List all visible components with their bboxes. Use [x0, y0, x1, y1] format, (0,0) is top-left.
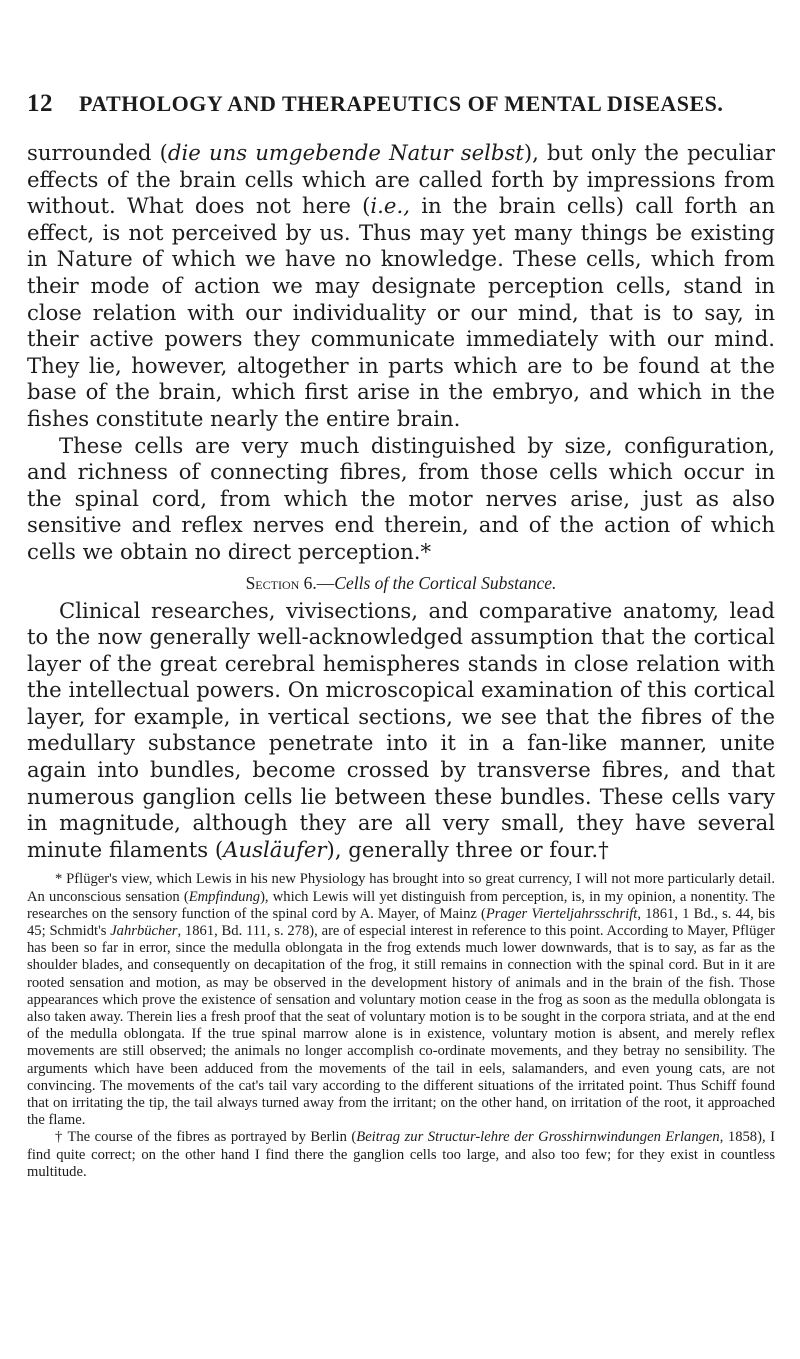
section-title: Cells of the Cortical Substance. — [334, 572, 557, 593]
body-text — [27, 140, 775, 1181]
fn2-text-b: , 1858), I find quite correct; on the other hand I find there the ganglion cells too large, and also too few; for they exist in countless multitude. — [27, 1129, 775, 1180]
p1-text-b: ), but only the peculiar effects of the brain cells which are called forth by impressions from without. What does not here ( — [27, 140, 775, 219]
fn1-text-d: , 1861, Bd. 111, s. 278), are of especial interest in reference to this point. According to Mayer, Pflüger has been so far in error, since the medulla oblongata in the frog extends much lower downwards, that is to say, as far as the shoulder blades, and consequently on decapitation of the frog, it still remains in connection with the spinal cord. But in it are rooted sensation and motion, as may be observed in the development history of animals and in the brain of the fish. Those appearances which prove the existence of sensation and voluntary motion cease in the frog as soon as the medulla oblongata is also taken away. Therein lies a fresh proof that the seat of voluntary motion is to be sought in the corpora striata, and at the end of the medulla oblongata. If the true spinal marrow alone is in existence, voluntary motion is absent, and merely reflex movements are still observed; the animals no longer accomplish co-ordinate movements, and they betray no sensibility. The arguments which have been adduced from the movements of the tail in eels, salamanders, and even young cats, are not convincing. The movements of the cat's tail vary according to the different situations of the irritated point. Thus Schiff found that on irritating the tip, the tail always turned away from the irritant; on the other hand, on irritation of the root, it approached the flame. — [27, 923, 775, 1129]
p1-text-a: surrounded ( — [27, 140, 168, 165]
fn1-text-b: ), which Lewis will yet distinguish from perception, is, in my opinion, a nonentity. The researches on the sensory function of the spinal cord by A. Mayer, of Mainz ( — [27, 888, 775, 922]
fn1-italic-2: Prager Vierteljahrsschrift — [485, 905, 638, 922]
fn2-italic-1: Beitrag zur Structur-lehre der Grosshirnwindungen Erlangen — [356, 1129, 720, 1146]
p3-text-b: ), generally three or four.† — [326, 836, 609, 862]
section-label: Section 6. — [245, 572, 317, 593]
fn1-italic-3: Jahrbücher — [110, 923, 178, 940]
p1-italic-ie: i.e., — [370, 193, 410, 219]
footnote-2 — [27, 1129, 775, 1181]
fn1-text-c: , 1861, 1 Bd., s. 44, bis 45; Schmidt's — [27, 905, 776, 940]
page-title: PATHOLOGY AND THERAPEUTICS OF MENTAL DISEASES. — [79, 91, 724, 116]
paragraph-1 — [27, 140, 775, 433]
fn2-text-a: † The course of the fibres as portrayed by Berlin ( — [55, 1129, 357, 1146]
paragraph-3 — [27, 598, 775, 864]
p1-italic-german: die uns umgebende Natur selbst — [167, 140, 524, 165]
page-number: 12 — [27, 90, 53, 117]
footnotes — [27, 871, 775, 1181]
running-head — [27, 90, 747, 118]
fn1-text-a: * Pflüger's view, which Lewis in his new Physiology has brought into so great currency, I will not more particularly detail. An unconscious sensation ( — [27, 871, 775, 905]
section-dash: — — [316, 572, 335, 593]
p3-text-a: Clinical researches, vivisections, and comparative anatomy, lead to the now generally well-acknowledged assumption that the cortical layer of the great cerebral hemispheres stands in close relation with the intellectual powers. On microscopical examination of this cortical layer, for example, in vertical sections, we see that the fibres of the medullary substance penetrate into it in a fan-like manner, unite again into bundles, become crossed by transverse fibres, and that numerous ganglion cells lie between these bundles. These cells vary in magnitude, although they are all very small, they have several minute filaments ( — [27, 597, 775, 862]
fn1-italic-1: Empfindung — [188, 888, 261, 905]
p3-italic-auslaufer: Ausläufer — [223, 836, 327, 862]
section-heading — [27, 570, 775, 596]
paragraph-2: These cells are very much distinguished by size, configuration, and richness of connecting fibres, from those cells which occur in the spinal cord, from which the motor nerves arise, just as also sensitive and reflex nerves end therein, and of the action of which cells we obtain no direct perception.* — [27, 432, 775, 564]
footnote-1 — [27, 871, 775, 1129]
p1-text-c: in the brain cells) call forth an effect, is not perceived by us. Thus may yet many things be existing in Nature of which we have no knowledge. These cells, which from their mode of action we may designate perception cells, stand in close relation with our individuality or our mind, that is to say, in their active powers they communicate immediately with our mind. They lie, however, altogether in parts which are to be found at the base of the brain, which first arise in the embryo, and which in the fishes constitute nearly the entire brain. — [27, 193, 775, 431]
